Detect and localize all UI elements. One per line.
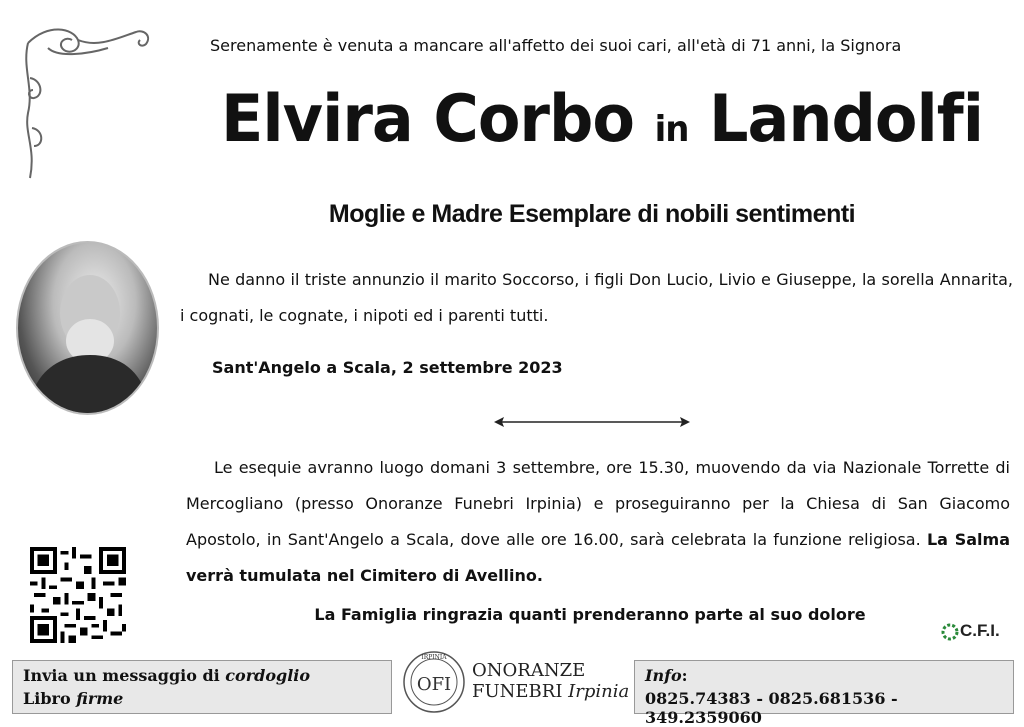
logo-line2-pre: FUNEBRI xyxy=(472,681,569,702)
condolence-em: cordoglio xyxy=(225,666,311,685)
funeral-home-seal-icon xyxy=(402,650,466,714)
double-arrow-icon xyxy=(492,415,692,429)
logo-line2 xyxy=(472,681,629,702)
logo-line1: ONORANZE xyxy=(472,660,586,681)
announcement-text: Ne danno il triste annunzio il marito Soccorso, i figli Don Lucio, Livio e Giuseppe, la sorella Annarita, i cognati, le cognate, i nipoti ed i parenti tutti. xyxy=(180,270,1013,325)
info-label xyxy=(645,666,688,685)
intro-text: Serenamente è venuta a mancare all'affetto dei suoi cari, all'età di 71 anni, la Signora xyxy=(210,36,902,55)
info-label-text: Info xyxy=(645,666,682,685)
seal-monogram: OFI xyxy=(416,674,452,695)
condolence-label: Invia un messaggio di xyxy=(23,666,226,685)
name-mid: in xyxy=(654,108,689,151)
place-date: Sant'Angelo a Scala, 2 settembre 2023 xyxy=(212,358,563,377)
thanks-text: La Famiglia ringrazia quanti prenderanno parte al suo dolore xyxy=(314,605,866,624)
subtitle: Moglie e Madre Esemplare di nobili sentimenti xyxy=(328,200,856,228)
info-box xyxy=(634,660,1014,727)
guestbook-em: firme xyxy=(76,689,124,708)
burial-text: La Salma verrà tumulata nel Cimitero di Avellino. xyxy=(186,530,1010,585)
cfi-logo xyxy=(940,618,1015,648)
cfi-label: C.F.I. xyxy=(960,621,1000,640)
name-first: Elvira Corbo xyxy=(221,80,634,157)
funeral-home-name xyxy=(472,660,629,702)
funeral-text xyxy=(186,450,1010,594)
deceased-name xyxy=(0,80,1024,157)
cfi-ring-icon xyxy=(940,622,960,642)
qr-code-icon[interactable] xyxy=(30,547,126,643)
funeral-details: Le esequie avranno luogo domani 3 settembre, ore 15.30, muovendo da via Nazionale Torrette di Mercogliano (presso Onoranze Funebri Irpinia) e proseguiranno per la Chiesa di San Giacomo Apostolo, in Sant'Angelo a Scala, dove alle ore 16.00, sarà celebrata la funzione religiosa. xyxy=(186,458,1010,549)
name-last: Landolfi xyxy=(709,80,983,157)
info-phones: 0825.74383 - 0825.681536 - 349.2359060 xyxy=(645,689,898,727)
guestbook-label: Libro xyxy=(23,689,77,708)
info-colon: : xyxy=(681,666,688,685)
portrait-figure xyxy=(18,243,157,413)
guestbook-link[interactable] xyxy=(23,689,123,708)
portrait-photo xyxy=(16,241,159,415)
logo-line2-em: Irpinia xyxy=(568,681,630,702)
condolence-box[interactable] xyxy=(12,660,392,714)
seal-top-text: IRPINIA xyxy=(421,654,447,661)
condolence-message-link[interactable] xyxy=(23,666,310,685)
